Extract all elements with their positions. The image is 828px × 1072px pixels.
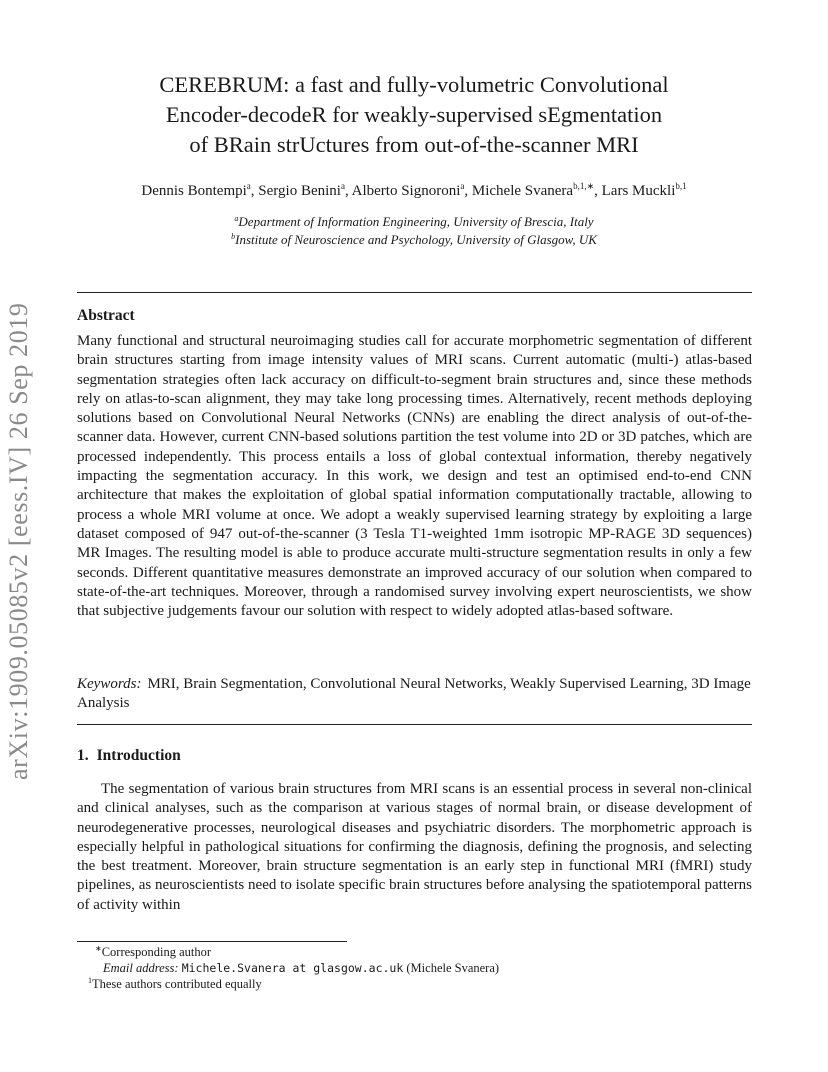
- title-line: Encoder-decodeR for weakly-supervised sEgmentation: [165, 102, 663, 127]
- abstract-heading: Abstract: [77, 307, 135, 324]
- abstract-bottom-rule: [77, 724, 752, 725]
- author-affiliation-mark: a: [460, 181, 465, 191]
- paper-title: [100, 70, 728, 160]
- author-name: Lars Muckli: [601, 183, 676, 199]
- author-separator: ,: [594, 183, 602, 199]
- abstract-top-rule: [77, 292, 752, 293]
- affiliation-mark: a: [234, 214, 239, 223]
- keywords: [77, 675, 752, 714]
- footnote-text: Corresponding author: [101, 945, 212, 959]
- footnote-equal: [88, 976, 499, 992]
- author-affiliation-mark: a: [246, 181, 251, 191]
- affiliation-mark: b: [231, 232, 236, 241]
- footnote-email: [95, 960, 499, 976]
- author-separator: ,: [344, 183, 352, 199]
- footnote-mark: 1: [88, 976, 92, 985]
- introduction-paragraph: The segmentation of various brain structures from MRI scans is an essential process in several non-clinical and clinical analyses, such as the comparison at various stages of normal brain, or disease development of neurodegenerative processes, neurological diseases and psychiatric disorders. The morphometric approach is especially helpful in pathological situations for confirming the diagnosis, defining the prognosis, and selecting the best treatment. Moreover, brain structure segmentation is an early step in functional MRI (fMRI) study pipelines, as neuroscientists need to isolate specific brain structures before analysing the spatiotemporal patterns of activity within: [77, 781, 752, 913]
- author-name: Michele Svanera: [471, 183, 574, 199]
- keywords-text: MRI, Brain Segmentation, Convolutional Neural Networks, Weakly Supervised Learning, 3D Image Analysis: [77, 676, 751, 712]
- author-name: Sergio Benini: [258, 183, 341, 199]
- author-affiliation-mark: b,1,∗: [573, 181, 595, 191]
- footnote-text: These authors contributed equally: [92, 977, 262, 991]
- section-heading: [77, 747, 181, 765]
- section-number: 1.: [77, 747, 89, 764]
- author-affiliation-mark: b,1: [675, 181, 687, 191]
- footnote-mark: ∗: [95, 944, 102, 953]
- section-title: Introduction: [96, 747, 181, 764]
- arxiv-identifier[interactable]: arXiv:1909.05085v2 [eess.IV] 26 Sep 2019: [4, 302, 33, 780]
- affiliation-list: [100, 213, 728, 249]
- footnote-rule: [77, 941, 347, 942]
- author-separator: ,: [464, 183, 472, 199]
- author-name: Alberto Signoroni: [351, 183, 461, 199]
- footnote-corresponding: [95, 944, 499, 960]
- email-owner: (Michele Svanera): [406, 961, 500, 975]
- affiliation: [100, 213, 728, 231]
- affiliation: [100, 231, 728, 249]
- author-separator: ,: [250, 183, 259, 199]
- email-link[interactable]: Michele.Svanera at glasgow.ac.uk: [181, 961, 404, 975]
- author-list: [60, 181, 768, 201]
- abstract-text: Many functional and structural neuroimaging studies call for accurate morphometric segmentation of different brain structures starting from image intensity values of MRI scans. Current automatic (multi-) atlas-based segmentation strategies often lack accuracy on difficult-to-segment brain structures and, since these methods rely on atlas-to-scan alignment, they may take long processing times. Alternatively, recent methods deploying solutions based on Convolutional Neural Networks (CNNs) are enabling the direct analysis of out-of-the-scanner data. However, current CNN-based solutions partition the test volume into 2D or 3D patches, which are processed independently. This process entails a loss of global contextual information, thereby negatively impacting the segmentation accuracy. In this work, we design and test an optimised end-to-end CNN architecture that makes the exploitation of global spatial information computationally tractable, allowing to process a whole MRI volume at once. We adopt a weakly supervised learning strategy by exploiting a large dataset composed of 947 out-of-the-scanner (3 Tesla T1-weighted 1mm isotropic MP-RAGE 3D sequences) MR Images. The resulting model is able to produce accurate multi-structure segmentation results in only a few seconds. Different quantitative measures demonstrate an improved accuracy of our solution when compared to state-of-the-art techniques. Moreover, through a randomised survey involving expert neuroscientists, we show that subjective judgements favour our solution with respect to widely adopted atlas-based software.: [77, 333, 752, 620]
- title-line: CEREBRUM: a fast and fully-volumetric Convolutional: [159, 72, 669, 97]
- author-affiliation-mark: a: [340, 181, 345, 191]
- footnotes: [88, 944, 500, 992]
- affiliation-text: Institute of Neuroscience and Psychology, University of Glasgow, UK: [235, 232, 597, 247]
- author-name: Dennis Bontempi: [141, 183, 247, 199]
- affiliation-text: Department of Information Engineering, University of Brescia, Italy: [238, 214, 594, 229]
- email-label: Email address:: [103, 961, 179, 975]
- title-line: of BRain strUctures from out-of-the-scanner MRI: [189, 132, 639, 157]
- keywords-label: Keywords:: [77, 676, 142, 692]
